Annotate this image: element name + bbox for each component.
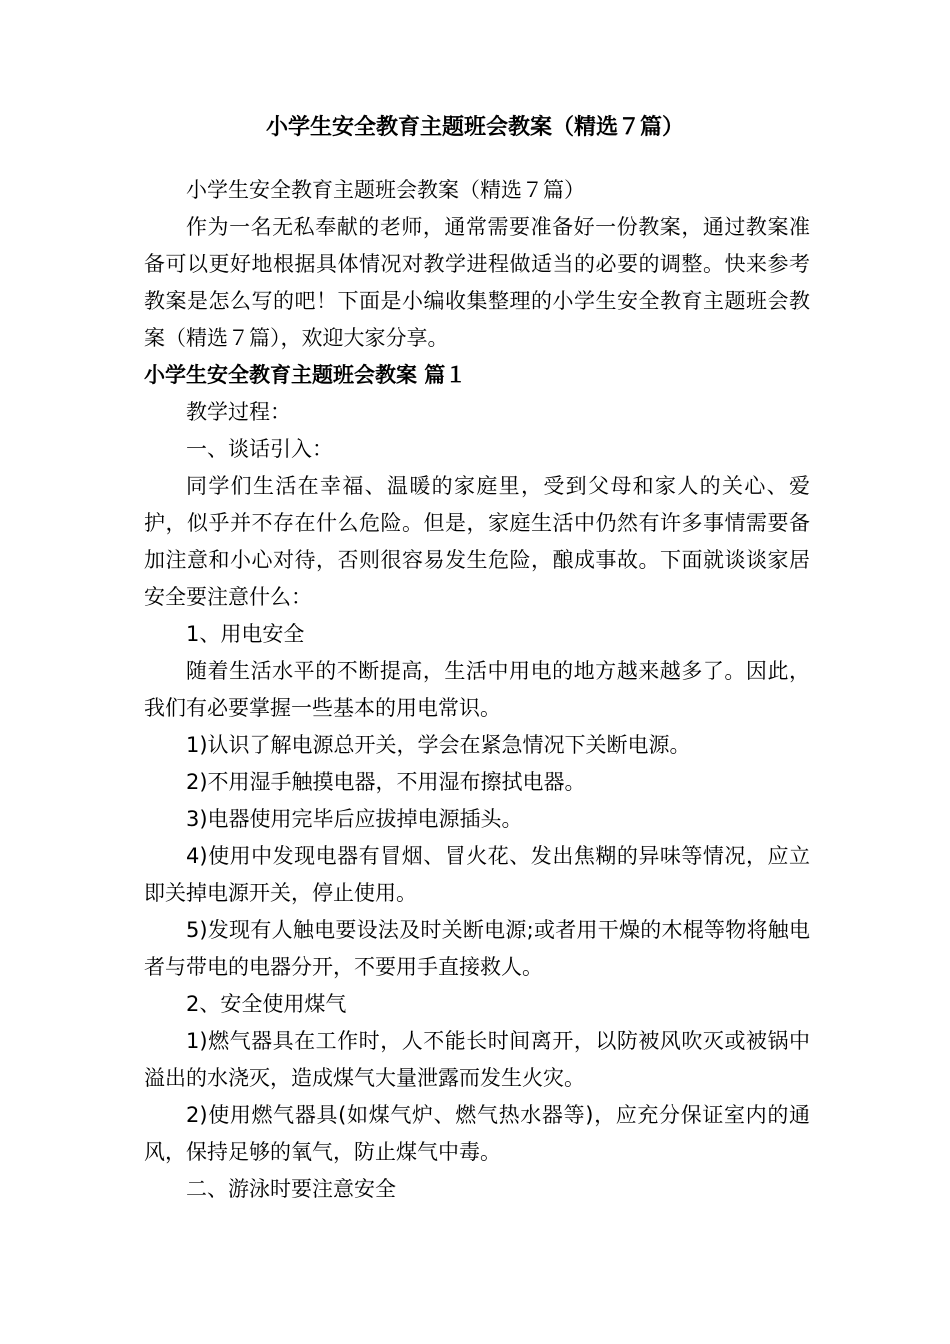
paragraph: 4)使用中发现电器有冒烟、冒火花、发出焦糊的异味等情况，应立即关掉电源开关，停止使用。 (144, 844, 810, 905)
paragraph: 2)使用燃气器具(如煤气炉、燃气热水器等)，应充分保证室内的通风，保持足够的氧气，防止煤气中毒。 (144, 1103, 810, 1164)
document-body (144, 172, 810, 1208)
paragraph: 2)不用湿手触摸电器，不用湿布擦拭电器。 (186, 770, 586, 794)
paragraph: 同学们生活在幸福、温暖的家庭里，受到父母和家人的关心、爱护，似乎并不存在什么危险。但是，家庭生活中仍然有许多事情需要备加注意和小心对待，否则很容易发生危险，酿成事故。下面就谈谈家居安全要注意什么： (144, 474, 810, 609)
paragraph: 1)燃气器具在工作时，人不能长时间离开，以防被风吹灭或被锅中溢出的水浇灭，造成煤气大量泄露而发生火灾。 (144, 1029, 810, 1090)
paragraph: 5)发现有人触电要设法及时关断电源;或者用干燥的木棍等物将触电者与带电的电器分开，不要用手直接救人。 (144, 918, 810, 979)
paragraph: 一、谈话引入： (186, 437, 333, 461)
intro-paragraph: 作为一名无私奉献的老师，通常需要准备好一份教案，通过教案准备可以更好地根据具体情况对教学进程做适当的必要的调整。快来参考教案是怎么写的吧！下面是小编收集整理的小学生安全教育主题班会教案（精选７篇），欢迎大家分享。 (144, 215, 810, 350)
subtitle-paragraph: 小学生安全教育主题班会教案（精选７篇） (186, 178, 585, 202)
paragraph: 二、游泳时要注意安全 (186, 1177, 396, 1201)
document-title: 小学生安全教育主题班会教案（精选７篇） (265, 115, 684, 140)
paragraph: 3)电器使用完毕后应拔掉电源插头。 (186, 807, 523, 831)
paragraph: 1、用电安全 (186, 622, 305, 646)
paragraph: 2、安全使用煤气 (186, 992, 347, 1016)
paragraph: 教学过程： (186, 400, 291, 424)
paragraph: 1)认识了解电源总开关，学会在紧急情况下关断电源。 (186, 733, 691, 757)
paragraph: 随着生活水平的不断提高，生活中用电的地方越来越多了。因此，我们有必要掌握一些基本的用电常识。 (144, 659, 810, 720)
section-heading: 小学生安全教育主题班会教案 篇１ (144, 363, 467, 387)
